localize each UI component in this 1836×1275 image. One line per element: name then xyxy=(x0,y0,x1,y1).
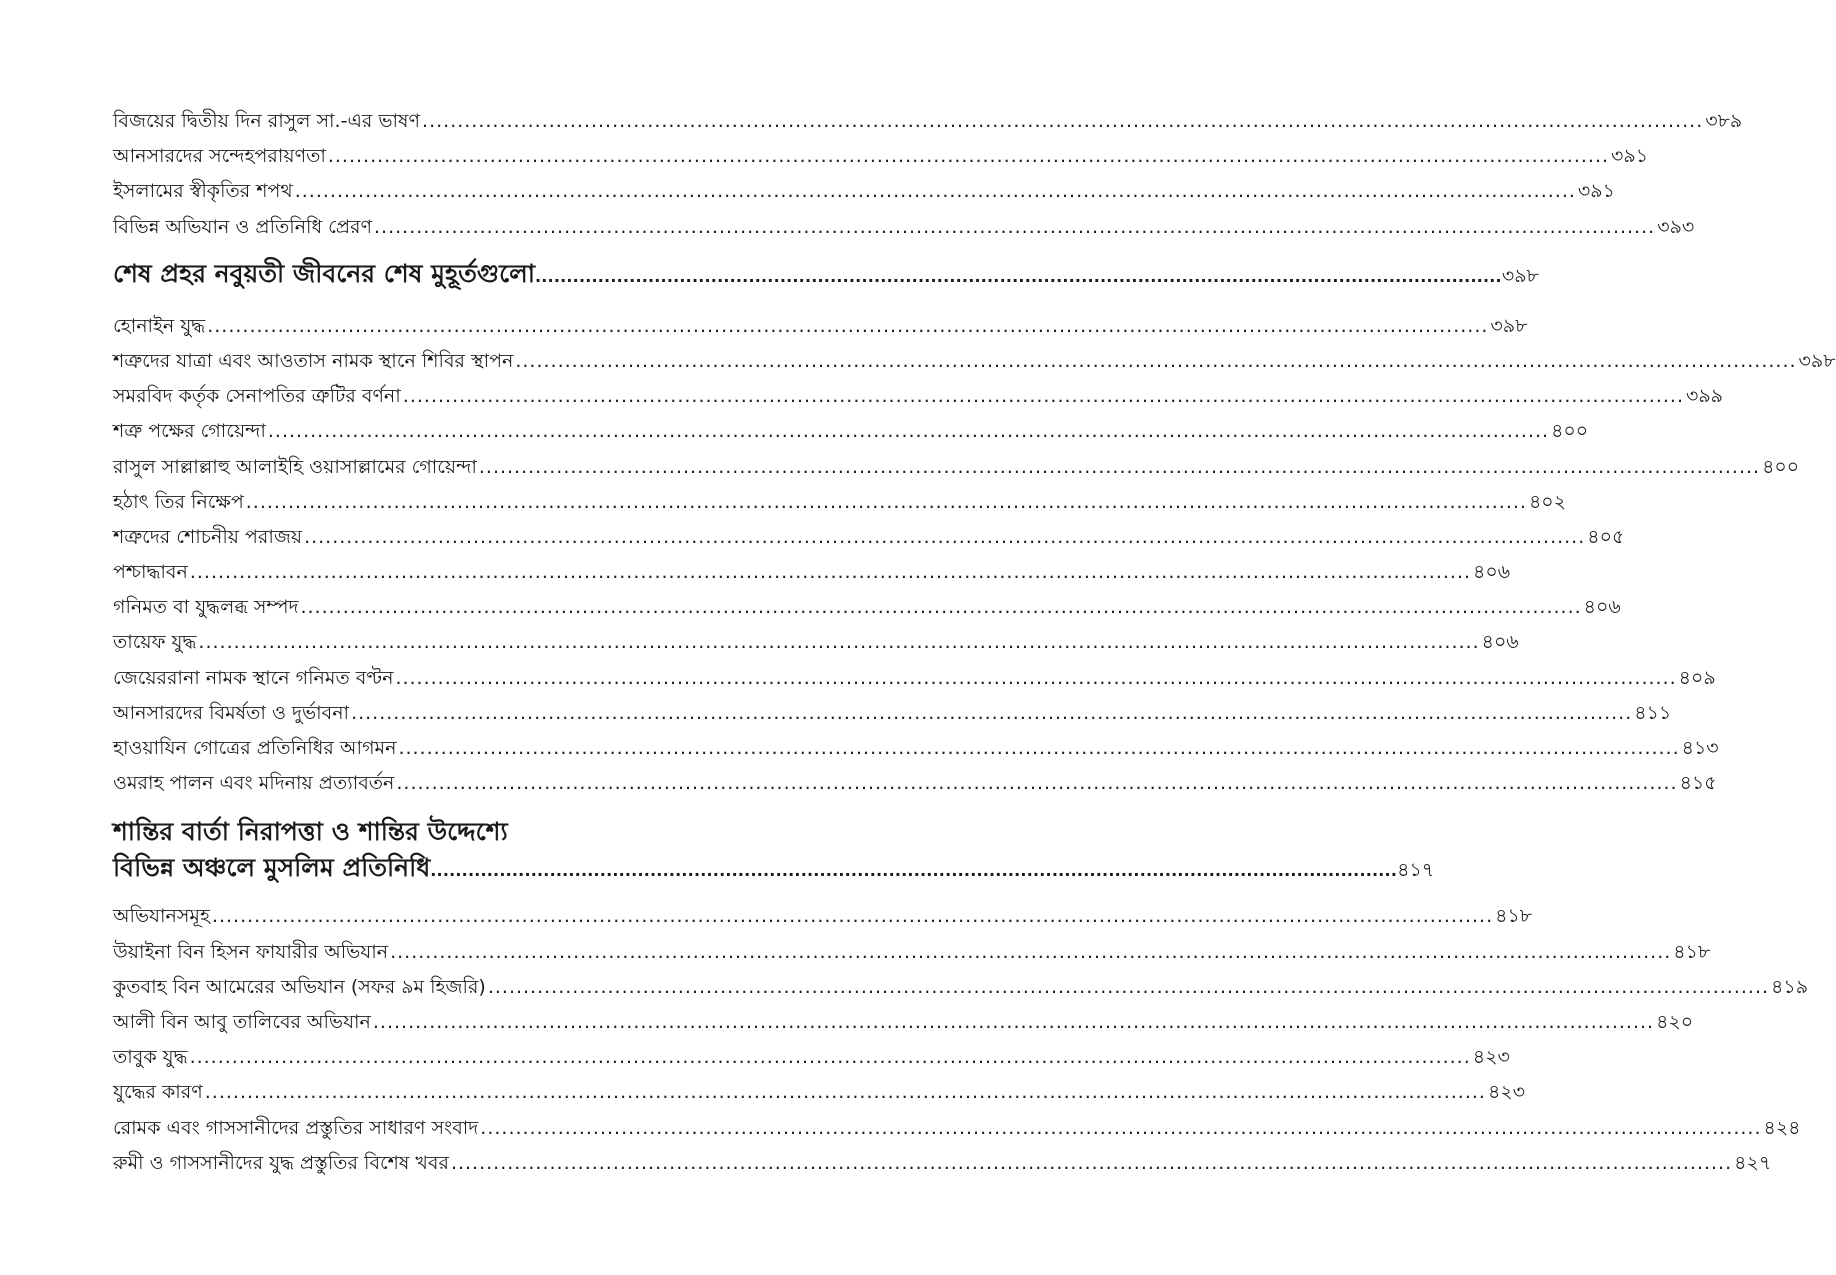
dot-leader xyxy=(300,590,1581,625)
toc-entry xyxy=(113,450,1800,485)
toc-entry-title: রোমক এবং গাসসানীদের প্রস্তুতির সাধারণ সংবাদ xyxy=(113,1116,479,1139)
toc-entry-page: ৩৯৮ xyxy=(1798,349,1836,372)
toc-group-2 xyxy=(113,309,1836,802)
toc-entry-title: বিজয়ের দ্বিতীয় দিন রাসুল সা.-এর ভাষণ xyxy=(113,110,421,132)
toc-entry xyxy=(113,590,1621,625)
toc-entry xyxy=(113,1111,1801,1146)
dot-leader xyxy=(246,485,1527,520)
toc-entry-page: ৪২৪ xyxy=(1763,1116,1801,1139)
toc-entry-title: রুমী ও গাসসানীদের যুদ্ধ প্রস্তুতির বিশেষ খবর xyxy=(113,1151,449,1174)
toc-entry-page: ৩৯৯ xyxy=(1686,385,1724,408)
toc-entry xyxy=(113,379,1724,414)
toc-entry-title: ইসলামের স্বীকৃতির শপথ xyxy=(113,180,293,203)
dot-leader xyxy=(351,696,1632,731)
toc-entry-page: ৪১৫ xyxy=(1679,772,1717,795)
toc-entry-title: রাসুল সাল্লাল্লাহু আলাইহি ওয়াসাল্লামের গোয়েন্দা xyxy=(113,455,477,478)
toc-entry-page: ৪১৩ xyxy=(1681,737,1719,759)
toc-entry xyxy=(113,970,1809,1005)
dot-leader xyxy=(398,731,1679,766)
dot-leader xyxy=(373,1005,1654,1040)
toc-entry-title: শত্রুদের শোচনীয় পরাজয় xyxy=(113,525,303,548)
dot-leader xyxy=(268,414,1549,449)
toc-entry xyxy=(113,696,1672,731)
chapter-heading-line-1: শান্তির বার্তা নিরাপত্তা ও শান্তির উদ্দেশ্যে xyxy=(113,817,508,847)
toc-entry-page: ৪১৮ xyxy=(1495,905,1533,928)
dot-leader xyxy=(304,520,1585,555)
toc-entry-page: ৪১১ xyxy=(1634,701,1672,724)
toc-entry-page: ৪০২ xyxy=(1528,490,1566,513)
dot-leader xyxy=(205,1075,1486,1110)
toc-entry-title: জেয়েররানা নামক স্থানে গনিমত বণ্টন xyxy=(113,666,394,689)
toc-entry-title: কুতবাহ বিন আমেরের অভিযান (সফর ৯ম হিজরি) xyxy=(113,975,486,998)
toc-entry-page: ৪০০ xyxy=(1762,455,1800,478)
toc-entry-title: অভিযানসমূহ xyxy=(113,905,210,928)
dot-leader xyxy=(190,1040,1471,1075)
toc-entry xyxy=(113,935,1711,970)
toc-entry-title: হাওয়াযিন গোত্রের প্রতিনিধির আগমন xyxy=(113,737,397,759)
dot-leader xyxy=(430,853,1397,889)
toc-entry xyxy=(113,661,1716,696)
dot-leader xyxy=(480,1111,1761,1146)
toc-entry-page: ৩৯৩ xyxy=(1657,215,1695,238)
toc-entry-title: হোনাইন যুদ্ধ xyxy=(113,314,206,337)
toc-entry-page: ৩৯১ xyxy=(1577,180,1615,203)
dot-leader xyxy=(422,104,1703,139)
toc-entry-page: ৪০৫ xyxy=(1587,525,1625,548)
toc-entry-title: ওমরাহ পালন এবং মদিনায় প্রত্যাবর্তন xyxy=(113,772,395,795)
toc-entry-title: আলী বিন আবু তালিবের অভিযান xyxy=(113,1010,371,1033)
toc-entry xyxy=(113,485,1566,520)
toc-entry-title: যুদ্ধের কারণ xyxy=(113,1081,203,1104)
toc-entry xyxy=(113,766,1717,801)
toc-entry-page: ৩৯১ xyxy=(1611,145,1649,168)
toc-entry-title: পশ্চাদ্ধাবন xyxy=(113,561,188,584)
toc-entry-page: ৪১৯ xyxy=(1771,975,1809,998)
toc-entry-page: ৪২৭ xyxy=(1734,1151,1772,1174)
toc-entry-title: আনসারদের বিমর্ষতা ও দুর্ভাবনা xyxy=(113,701,350,724)
toc-entry-page: ৪০৬ xyxy=(1473,561,1511,584)
toc-entry xyxy=(113,520,1625,555)
toc-entry-title: বিভিন্ন অভিযান ও প্রতিনিধি প্রেরণ xyxy=(113,215,373,238)
chapter-heading-title: শেষ প্রহর নবুয়তী জীবনের শেষ মুহূর্তগুলো xyxy=(113,258,535,288)
toc-entry-page: ৪২০ xyxy=(1656,1010,1694,1033)
dot-leader xyxy=(535,259,1502,295)
toc-entry-title: শত্রু পক্ষের গোয়েন্দা xyxy=(113,420,266,443)
toc-entry-page: ৪২৩ xyxy=(1472,1046,1510,1069)
table-of-contents xyxy=(113,104,1836,1181)
toc-entry xyxy=(113,344,1836,379)
dot-leader xyxy=(479,450,1760,485)
toc-entry-page: ৩৯৮ xyxy=(1490,314,1528,337)
toc-entry xyxy=(113,309,1528,344)
dot-leader xyxy=(328,139,1609,174)
dot-leader xyxy=(190,555,1471,590)
toc-entry xyxy=(113,1075,1525,1110)
dot-leader xyxy=(390,935,1671,970)
toc-entry-title: আনসারদের সন্দেহপরায়ণতা xyxy=(113,145,326,168)
toc-entry xyxy=(113,210,1695,245)
dot-leader xyxy=(515,344,1796,379)
dot-leader xyxy=(295,174,1576,209)
dot-leader xyxy=(212,899,1493,934)
toc-entry xyxy=(113,104,1743,139)
toc-entry xyxy=(113,731,1719,766)
toc-entry xyxy=(113,1040,1510,1075)
toc-entry xyxy=(113,139,1649,174)
chapter-heading xyxy=(113,814,1435,889)
dot-leader xyxy=(488,970,1769,1005)
toc-entry-page: ৪০০ xyxy=(1551,420,1589,443)
toc-entry-title: হঠাৎ তির নিক্ষেপ xyxy=(113,490,244,513)
dot-leader xyxy=(451,1146,1732,1181)
toc-group-3 xyxy=(113,899,1809,1181)
chapter-heading-page: ৩৯৮ xyxy=(1501,264,1539,287)
toc-entry xyxy=(113,174,1615,209)
dot-leader xyxy=(207,309,1488,344)
toc-entry-page: ৪১৮ xyxy=(1673,940,1711,963)
toc-entry-title: তায়েফ যুদ্ধ xyxy=(113,631,197,654)
toc-entry-page: ৪০৬ xyxy=(1583,596,1621,619)
toc-entry-title: গনিমত বা যুদ্ধলব্ধ সম্পদ xyxy=(113,596,299,619)
toc-group-1 xyxy=(113,104,1743,245)
toc-entry xyxy=(113,899,1533,934)
toc-entry xyxy=(113,555,1511,590)
toc-entry xyxy=(113,625,1519,660)
dot-leader xyxy=(395,661,1676,696)
toc-entry-page: ৪০৬ xyxy=(1481,631,1519,654)
toc-entry-page: ৪০৯ xyxy=(1678,666,1716,689)
toc-entry-title: সমরবিদ কর্তৃক সেনাপতির ত্রুটির বর্ণনা xyxy=(113,385,401,408)
toc-entry xyxy=(113,1146,1772,1181)
dot-leader xyxy=(396,766,1677,801)
dot-leader xyxy=(374,210,1655,245)
toc-entry-title: শত্রুদের যাত্রা এবং আওতাস নামক স্থানে শিবির স্থাপন xyxy=(113,349,514,372)
chapter-heading-line-2: বিভিন্ন অঞ্চলে মুসলিম প্রতিনিধি xyxy=(113,853,431,883)
toc-entry-page: ৪২৩ xyxy=(1487,1081,1525,1104)
toc-entry xyxy=(113,1005,1694,1040)
toc-entry-page: ৩৮৯ xyxy=(1705,110,1743,132)
toc-entry-title: উয়াইনা বিন হিসন ফাযারীর অভিযান xyxy=(113,940,389,963)
chapter-heading-page: ৪১৭ xyxy=(1397,859,1435,882)
toc-entry-title: তাবুক যুদ্ধ xyxy=(113,1046,188,1069)
toc-entry xyxy=(113,414,1589,449)
chapter-heading xyxy=(113,256,1539,295)
dot-leader xyxy=(403,379,1684,414)
dot-leader xyxy=(198,625,1479,660)
